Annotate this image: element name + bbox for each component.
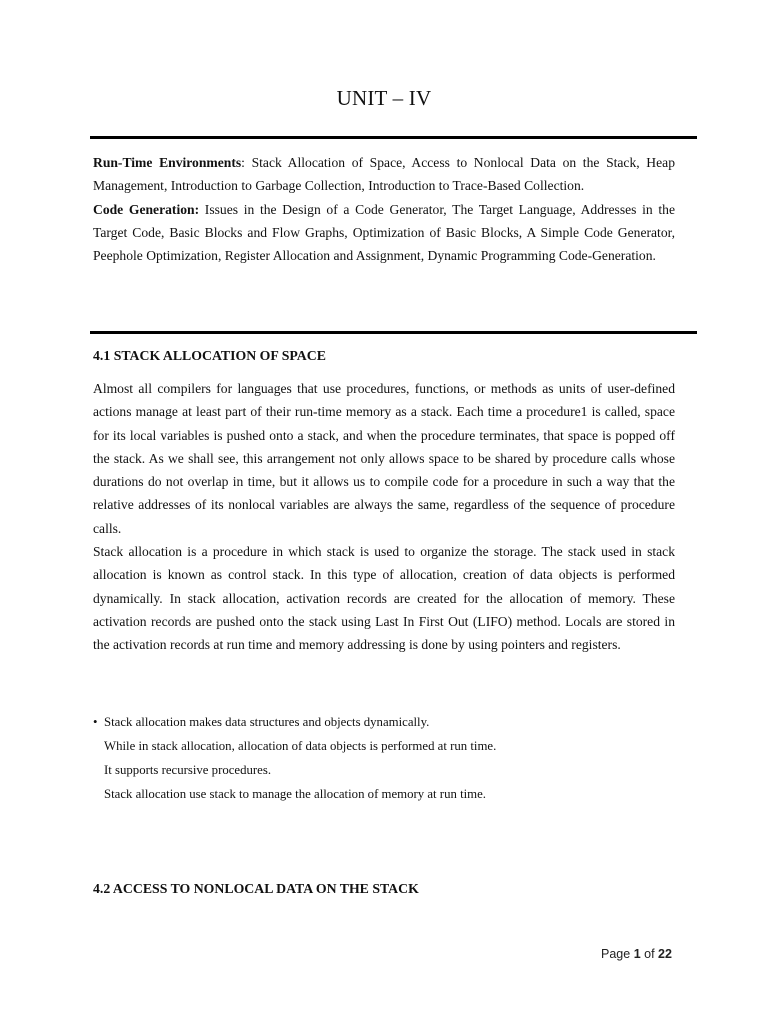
list-item-text: It supports recursive procedures.: [104, 763, 272, 777]
page-number: 1: [633, 947, 641, 961]
bullet-icon: •: [93, 715, 98, 729]
list-item: [93, 758, 675, 782]
syllabus-block: [93, 151, 675, 267]
of-word: of: [644, 947, 655, 961]
page-word: Page: [601, 947, 631, 961]
section-body: [93, 377, 675, 657]
runtime-label: Run-Time Environments: [93, 155, 242, 170]
paragraph-stack-allocation: Stack allocation is a procedure in which stack is used to organize the storage. The stack used in stack allocation is known as control stack. In this type of allocation, creation of data objects is performed dynamically. In stack allocation, activation records are created for the allocation of memory. These activation records are pushed onto the stack using Last In First Out (LIFO) method. Locals are stored in the activation records at run time and memory addressing is done by using pointers and registers.: [93, 544, 675, 653]
list-item: [93, 782, 675, 806]
list-item-text: Stack allocation use stack to manage the allocation of memory at run time.: [104, 787, 487, 801]
total-pages: 22: [658, 947, 672, 961]
list-item-text: Stack allocation makes data structures and objects dynamically.: [104, 715, 430, 729]
page-title: UNIT – IV: [336, 86, 432, 110]
bullet-list: [93, 710, 675, 806]
section-heading-nonlocal-data: 4.2 ACCESS TO NONLOCAL DATA ON THE STACK: [93, 881, 419, 896]
section-heading-stack-allocation: 4.1 STACK ALLOCATION OF SPACE: [93, 348, 326, 363]
codegen-label: Code Generation:: [93, 201, 200, 217]
top-divider: [90, 136, 697, 139]
list-item: [93, 710, 675, 734]
codegen-topics: Issues in the Design of a Code Generator, The Target Language, Addresses in the Target Code, Basic Blocks and Flow Graphs, Optimization of Basic Blocks, A Simple Code Generator, Peephole Optimization, Register Allocation and Assignment, Dynamic Programming Code-Generation.: [93, 201, 675, 264]
runtime-topics: : Stack Allocation of Space, Access to Nonlocal Data on the Stack, Heap Management, Introduction to Garbage Collection, Introduction to Trace-Based Collection.: [93, 155, 675, 194]
list-item-text: While in stack allocation, allocation of data objects is performed at run time.: [104, 739, 497, 753]
page-footer: [601, 947, 672, 961]
list-item: [93, 734, 675, 758]
bottom-divider: [90, 331, 697, 334]
paragraph-intro: Almost all compilers for languages that use procedures, functions, or methods as units of user-defined actions manage at least part of their run-time memory as a stack. Each time a procedure1 is called, space for its local variables is pushed onto a stack, and when the procedure terminates, that space is popped off the stack. As we shall see, this arrangement not only allows space to be shared by procedure calls whose durations do not overlap in time, but it allows us to compile code for a procedure in such a way that the relative addresses of its nonlocal variables are always the same, regardless of the sequence of procedure calls.: [93, 381, 675, 536]
